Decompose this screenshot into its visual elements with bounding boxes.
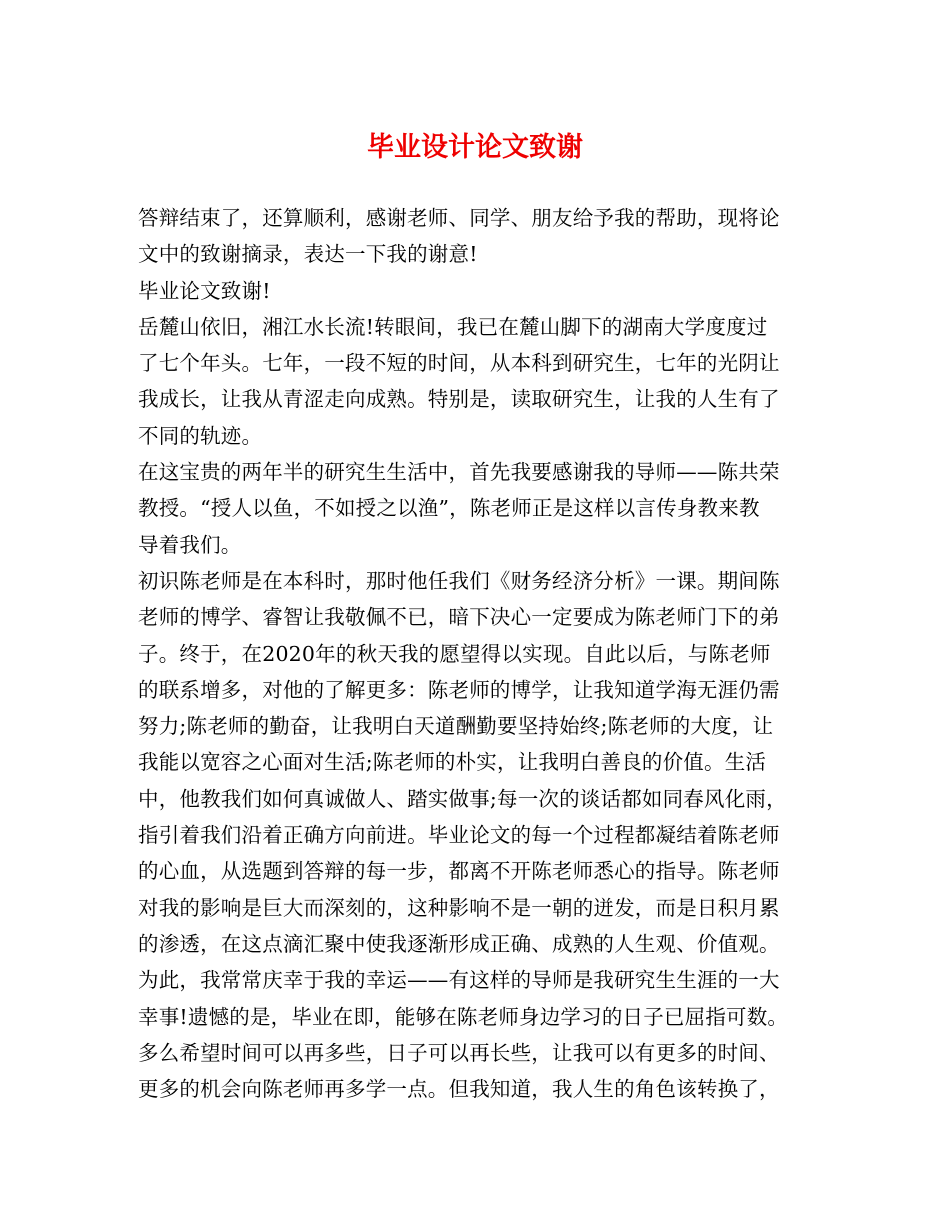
text-line: 指引着我们沿着正确方向前进。毕业论文的每一个过程都凝结着陈老师 [138,823,780,848]
text-line: 努力;陈老师的勤奋，让我明白天道酬勤要坚持始终;陈老师的大度，让 [138,714,774,739]
text-line: 不同的轨迹。 [138,423,263,448]
text-line: 岳麓山依旧，湘江水长流!转眼间，我已在麓山脚下的湖南大学度度过 [138,314,768,339]
text-line: 对我的影响是巨大而深刻的，这种影响不是一朝的迸发，而是日积月累 [138,895,780,920]
text-line: 老师的博学、睿智让我敬佩不已，暗下决心一定要成为陈老师门下的弟 [138,605,780,630]
text-line: 文中的致谢摘录，表达一下我的谢意! [138,242,478,267]
text-line: 在这宝贵的两年半的研究生生活中，首先我要感谢我的导师——陈共荣 [138,460,780,485]
text-line: 了七个年头。七年，一段不短的时间，从本科到研究生，七年的光阴让 [138,351,780,376]
text-line: 毕业论文致谢! [138,278,271,303]
text-line: 的心血，从选题到答辩的每一步，都离不开陈老师悉心的指导。陈老师 [138,859,780,884]
document-body [138,200,828,1107]
text-line: 的联系增多，对他的了解更多：陈老师的博学，让我知道学海无涯仍需 [138,677,780,702]
text-line: 的渗透，在这点滴汇聚中使我逐渐形成正确、成熟的人生观、价值观。 [138,931,780,956]
text-line: 初识陈老师是在本科时，那时他任我们《财务经济分析》一课。期间陈 [138,568,780,593]
text-line: 子。终于，在2020年的秋天我的愿望得以实现。自此以后，与陈老师 [138,641,771,666]
text-line: 多么希望时间可以再多些，日子可以再长些，让我可以有更多的时间、 [138,1040,780,1065]
text-line: 为此，我常常庆幸于我的幸运——有这样的导师是我研究生生涯的一大 [138,968,780,993]
text-line: 更多的机会向陈老师再多学一点。但我知道，我人生的角色该转换了， [138,1077,780,1102]
text-line: 幸事!遗憾的是，毕业在即，能够在陈老师身边学习的日子已屈指可数。 [138,1004,789,1029]
document-title: 毕业设计论文致谢 [367,132,583,163]
text-line: 导着我们。 [138,532,242,557]
text-line: 我成长，让我从青涩走向成熟。特别是，读取研究生，让我的人生有了 [138,387,780,412]
text-line: 答辩结束了，还算顺利，感谢老师、同学、朋友给予我的帮助，现将论 [138,206,780,230]
text-line: 我能以宽容之心面对生活;陈老师的朴实，让我明白善良的价值。生活 [138,750,767,775]
text-line: 教授。“授人以鱼，不如授之以渔”，陈老师正是这样以言传身教来教 [138,496,760,521]
text-line: 中，他教我们如何真诚做人、踏实做事;每一次的谈话都如同春风化雨， [138,786,787,811]
